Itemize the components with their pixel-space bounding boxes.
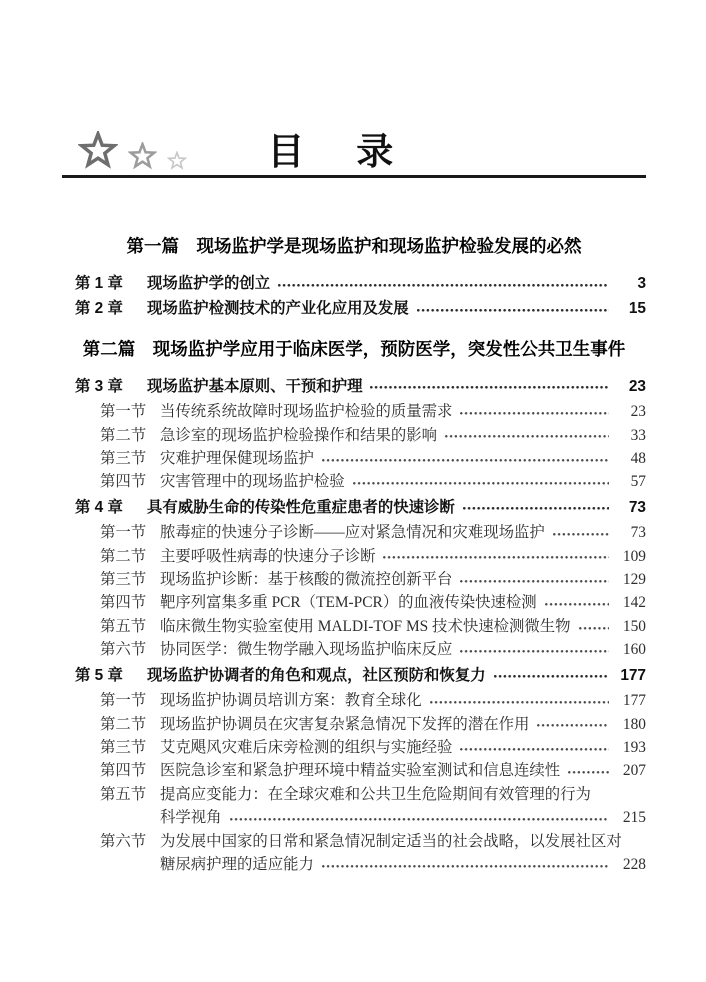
entry-label: 第一节 [100,692,147,710]
entry-label: 第 1 章 [75,275,123,292]
page-number: 180 [622,715,646,733]
entry-label: 第四节 [100,473,147,491]
toc-list-part-1 [62,272,646,321]
entry-title: 现场监护协调者的角色和观点，社区预防和恢复力 [147,666,486,684]
entry-label: 第三节 [100,450,147,468]
entry-title: 临床微生物实验室使用 MALDI-TOF MS 技术快速检测微生物 [160,617,571,635]
dot-leader [314,853,614,876]
dot-leader [409,297,614,320]
entry-title: 现场监护基本原则、干预和护理 [147,377,363,395]
stars-decoration [78,131,187,171]
toc-section-entry [75,713,646,736]
entry-label: 第五节 [100,617,147,635]
dot-leader [314,447,614,470]
dot-leader [545,521,614,544]
dot-leader [437,424,614,447]
entry-title: 具有威胁生命的传染性危重症患者的快速诊断 [147,498,455,516]
toc-section-entry [75,521,646,544]
page-number: 23 [628,377,646,395]
entry-label: 第四节 [100,762,147,780]
entry-title-line2: 科学视角 [160,809,222,827]
page-number: 160 [622,641,646,659]
dot-leader [452,400,614,423]
page-number: 129 [622,571,646,589]
dot-leader [362,375,614,398]
page-number: 109 [622,547,646,565]
page-number: 15 [628,300,646,318]
dot-leader [375,545,614,568]
toc-body [62,233,646,876]
toc-section-entry [75,736,646,759]
toc-section-entry [75,424,646,447]
entry-label: 第 2 章 [75,300,123,318]
page-number: 73 [628,498,646,516]
entry-label: 第 4 章 [75,498,123,516]
entry-title: 现场监护诊断：基于核酸的微流控创新平台 [160,571,453,589]
entry-label: 第二节 [100,547,147,565]
dot-leader [560,759,614,782]
toc-section-entry [75,830,646,877]
star-outline-medium-icon [128,142,157,171]
star-outline-large-icon [78,131,118,171]
entry-title: 灾难护理保健现场监护 [160,450,314,468]
toc-section-entry [75,470,646,493]
page-number: 73 [630,524,646,542]
entry-title: 主要呼吸性病毒的快速分子诊断 [160,547,376,565]
toc-list-part-2 [62,375,646,877]
dot-leader [452,568,614,591]
toc-section-entry [75,400,646,423]
toc-chapter-entry [75,272,646,295]
toc-section-entry [75,591,646,614]
entry-label: 第六节 [100,832,147,850]
page-number: 193 [622,738,646,756]
entry-title: 现场监护学的创立 [147,275,271,292]
dot-leader [486,664,614,687]
entry-label: 第一节 [100,524,147,542]
part-1-heading: 第一篇 现场监护学是现场监护和现场监护检验发展的必然 [126,236,582,256]
dot-leader [537,591,614,614]
page-number: 177 [622,692,646,710]
entry-title: 脓毒症的快速分子诊断——应对紧急情况和灾难现场监护 [160,524,545,542]
page-number: 57 [630,473,646,491]
toc-section-entry [75,615,646,638]
entry-title: 医院急诊室和紧急护理环境中精益实验室测试和信息连续性 [160,762,561,780]
toc-section-entry [75,759,646,782]
page-number: 150 [622,617,646,635]
toc-chapter-entry [75,297,646,320]
toc-chapter-entry [75,375,646,398]
header-rule [62,175,646,178]
entry-label: 第三节 [100,571,147,589]
toc-header [62,131,646,178]
page-number: 207 [622,762,646,780]
entry-label: 第五节 [100,785,147,803]
dot-leader [422,689,614,712]
page-number: 142 [622,594,646,612]
toc-section-entry [75,568,646,591]
part-2-heading: 第二篇 现场监护学应用于临床医学，预防医学，突发性公共卫生事件 [82,338,626,359]
entry-title: 现场监护检测技术的产业化应用及发展 [147,300,409,318]
toc-section-entry [75,689,646,712]
dot-leader [571,615,614,638]
entry-label: 第 5 章 [75,666,123,684]
entry-label: 第 3 章 [75,377,123,395]
entry-title-line2: 糖尿病护理的适应能力 [160,855,314,873]
dot-leader [222,806,614,829]
entry-label: 第二节 [100,715,147,733]
entry-title: 当传统系统故障时现场监护检验的质量需求 [160,403,453,421]
toc-chapter-entry [75,496,646,519]
page-title: 目 录 [267,131,401,172]
entry-title: 协同医学：微生物学融入现场监护临床反应 [160,641,453,659]
dot-leader [455,496,614,519]
entry-label: 第二节 [100,426,147,444]
entry-label: 第六节 [100,641,147,659]
entry-title: 急诊室的现场监护检验操作和结果的影响 [160,426,438,444]
toc-chapter-entry [75,664,646,687]
page-number: 215 [622,809,646,827]
toc-section-entry [75,447,646,470]
dot-leader [345,470,614,493]
entry-title: 靶序列富集多重 PCR（TEM-PCR）的血液传染快速检测 [160,594,537,612]
toc-section-entry [75,783,646,830]
entry-title-line1: 为发展中国家的日常和紧急情况制定适当的社会战略，以发展社区对 [160,832,622,850]
entry-title-line1: 提高应变能力：在全球灾难和公共卫生危险期间有效管理的行为 [160,785,591,803]
toc-section-entry [75,545,646,568]
page-number: 33 [630,426,646,444]
entry-label: 第三节 [100,738,147,756]
entry-label: 第一节 [100,403,147,421]
entry-title: 艾克飓风灾难后床旁检测的组织与实施经验 [160,738,453,756]
page-number: 48 [630,450,646,468]
toc-section-entry [75,638,646,661]
dot-leader [452,638,614,661]
entry-label: 第四节 [100,594,147,612]
entry-title: 灾害管理中的现场监护检验 [160,473,345,491]
dot-leader [452,736,614,759]
star-outline-small-icon [167,151,187,171]
page-number: 3 [637,275,646,292]
page-number: 228 [622,855,646,873]
page-number: 177 [620,666,646,684]
dot-leader [270,272,614,295]
page-number: 23 [630,403,646,421]
entry-title: 现场监护协调员培训方案：教育全球化 [160,692,422,710]
entry-title: 现场监护协调员在灾害复杂紧急情况下发挥的潜在作用 [160,715,530,733]
dot-leader [529,713,614,736]
